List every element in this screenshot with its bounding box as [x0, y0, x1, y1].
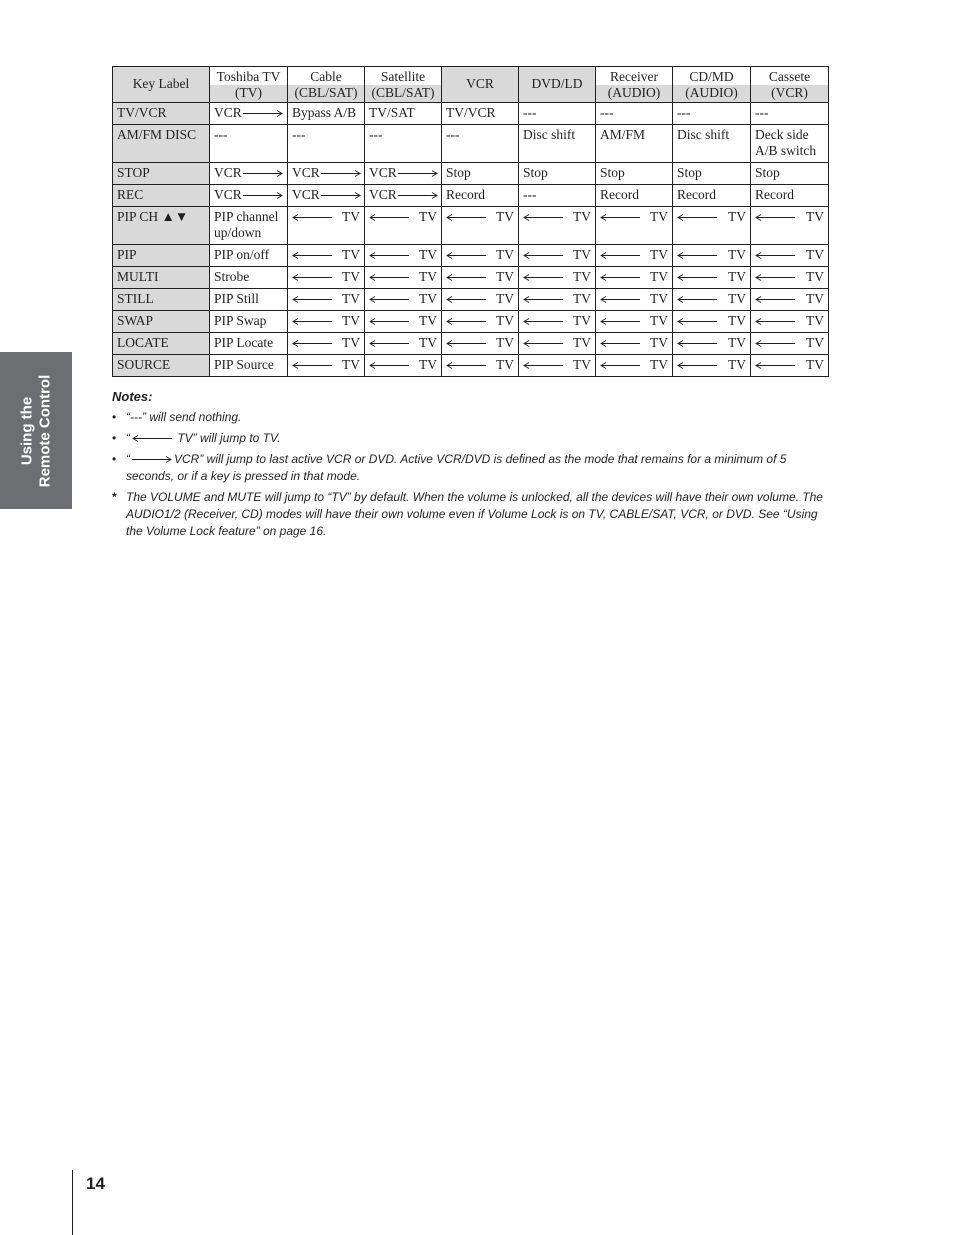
note-text: “: [126, 431, 130, 445]
header-device-column: VCR: [442, 67, 519, 103]
table-cell: [673, 289, 751, 311]
cell-text: TV: [496, 357, 514, 372]
table-cell: [210, 289, 288, 311]
table-cell: [751, 311, 829, 333]
arrow-left-icon: [677, 273, 717, 282]
cell-text: TV: [728, 335, 746, 350]
table-cell: [751, 125, 829, 163]
arrow-left-icon: [523, 251, 563, 260]
cell-text: VCR: [292, 165, 320, 180]
arrow-left-icon: [369, 213, 409, 222]
row-key-label: REC: [113, 185, 210, 207]
note-bullet: •: [112, 431, 117, 445]
arrow-left-icon: [369, 273, 409, 282]
table-cell: [519, 245, 596, 267]
cell-text: ---: [446, 127, 460, 142]
cell-text: TV: [650, 247, 668, 262]
cell-text: TV: [573, 269, 591, 284]
header-key-label: Key Label: [113, 67, 210, 103]
cell-text: TV: [728, 247, 746, 262]
cell-text: AM/FM: [600, 127, 646, 142]
arrow-left-icon: [292, 317, 332, 326]
table-cell: [519, 355, 596, 377]
cell-text: TV: [650, 313, 668, 328]
cell-text: VCR: [369, 187, 397, 202]
cell-text: PIP Swap: [214, 313, 267, 328]
arrow-left-icon: [446, 339, 486, 348]
table-cell: [673, 355, 751, 377]
table-cell: [596, 355, 673, 377]
table-row: [113, 207, 829, 245]
arrow-left-icon: [523, 361, 563, 370]
table-cell: [442, 125, 519, 163]
note-item: [112, 409, 828, 426]
table-cell: [210, 103, 288, 125]
arrow-left-icon: [600, 339, 640, 348]
arrow-left-icon: [755, 213, 795, 222]
cell-text: TV: [573, 291, 591, 306]
cell-text: PIP Still: [214, 291, 259, 306]
table-cell: [210, 125, 288, 163]
table-cell: [365, 311, 442, 333]
cell-text: PIP channel up/down: [214, 209, 279, 240]
cell-text: TV: [419, 291, 437, 306]
arrow-left-icon: [369, 317, 409, 326]
note-item: [112, 430, 828, 447]
note-text: The VOLUME and MUTE will jump to “TV” by default. When the volume is unlocked, all the devices will have their own volume. The AUDIO1/2 (Receiver, CD) modes will have their own volume even if Volume Lock is on TV, CABLE/SAT, VCR, or DVD. See “Using the Volume Lock feature” on page 16.: [126, 490, 823, 538]
notes-title: Notes:: [112, 389, 153, 404]
table-cell: [442, 355, 519, 377]
arrow-right-icon: [243, 191, 283, 200]
arrow-left-icon: [446, 361, 486, 370]
cell-text: TV: [496, 247, 514, 262]
table-cell: [673, 207, 751, 245]
cell-text: VCR: [214, 105, 242, 120]
arrow-left-icon: [523, 295, 563, 304]
table-cell: [596, 267, 673, 289]
table-cell: [442, 289, 519, 311]
cell-text: TV: [419, 313, 437, 328]
cell-text: Record: [446, 187, 485, 202]
note-text: TV” will jump to TV.: [174, 431, 281, 445]
cell-text: VCR: [292, 187, 320, 202]
arrow-left-icon: [677, 361, 717, 370]
table-cell: [751, 185, 829, 207]
cell-text: TV: [728, 291, 746, 306]
table-cell: [288, 355, 365, 377]
cell-text: TV: [728, 209, 746, 224]
table-cell: [519, 185, 596, 207]
cell-text: PIP Source: [214, 357, 274, 372]
table-cell: [210, 185, 288, 207]
arrow-right-icon: [321, 191, 361, 200]
row-key-label: TV/VCR: [113, 103, 210, 125]
table-cell: [365, 125, 442, 163]
arrow-left-icon: [600, 273, 640, 282]
table-cell: [442, 311, 519, 333]
cell-text: Bypass A/B: [292, 105, 357, 120]
table-cell: [751, 245, 829, 267]
arrow-right-icon: [130, 455, 174, 464]
note-text: VCR” will jump to last active VCR or DVD. Active VCR/DVD is defined as the mode that remains for a minimum of 5 seconds, or if a key is pressed in that mode.: [126, 452, 787, 483]
cell-text: Record: [677, 187, 716, 202]
cell-text: TV: [728, 269, 746, 284]
cell-text: TV: [573, 313, 591, 328]
arrow-right-icon: [398, 191, 438, 200]
table-cell: [673, 125, 751, 163]
notes-section: [112, 388, 828, 544]
table-body: [113, 103, 829, 377]
arrow-left-icon: [755, 295, 795, 304]
table-cell: [288, 103, 365, 125]
cell-text: TV: [419, 335, 437, 350]
cell-text: TV: [419, 247, 437, 262]
arrow-left-icon: [600, 251, 640, 260]
table-cell: [210, 311, 288, 333]
table-row: [113, 267, 829, 289]
table-cell: [210, 355, 288, 377]
cell-text: TV: [806, 247, 824, 262]
cell-text: TV: [573, 357, 591, 372]
cell-text: TV: [496, 269, 514, 284]
cell-text: TV: [342, 313, 360, 328]
table-cell: [288, 289, 365, 311]
table-row: [113, 163, 829, 185]
arrow-left-icon: [755, 317, 795, 326]
cell-text: TV: [342, 247, 360, 262]
table-cell: [751, 289, 829, 311]
table-cell: [288, 163, 365, 185]
table-cell: [519, 207, 596, 245]
cell-text: Stop: [677, 165, 702, 180]
cell-text: TV: [342, 335, 360, 350]
notes-list: [112, 409, 828, 540]
note-text: “: [126, 452, 130, 466]
cell-text: TV: [650, 209, 668, 224]
cell-text: TV: [650, 335, 668, 350]
cell-text: TV: [419, 209, 437, 224]
table-cell: [596, 185, 673, 207]
cell-text: TV: [342, 291, 360, 306]
row-key-label: PIP: [113, 245, 210, 267]
table-cell: [751, 163, 829, 185]
cell-text: TV: [806, 291, 824, 306]
header-device-column: Cable (CBL/SAT): [288, 67, 365, 103]
cell-text: Deck side A/B switch: [755, 127, 817, 158]
table-cell: [519, 125, 596, 163]
table-cell: [596, 289, 673, 311]
table-cell: [442, 185, 519, 207]
cell-text: TV: [573, 247, 591, 262]
cell-text: VCR: [214, 187, 242, 202]
table-cell: [519, 103, 596, 125]
table-cell: [751, 267, 829, 289]
table-cell: [210, 245, 288, 267]
row-key-label: SOURCE: [113, 355, 210, 377]
key-function-table: [112, 66, 829, 377]
cell-text: TV: [806, 209, 824, 224]
arrow-left-icon: [677, 317, 717, 326]
table-cell: [442, 207, 519, 245]
cell-text: ---: [523, 187, 537, 202]
table-cell: [442, 245, 519, 267]
table-cell: [751, 333, 829, 355]
cell-text: TV: [806, 335, 824, 350]
table-cell: [288, 207, 365, 245]
row-key-label: LOCATE: [113, 333, 210, 355]
cell-text: TV: [806, 357, 824, 372]
cell-text: TV/VCR: [446, 105, 496, 120]
table-cell: [210, 267, 288, 289]
table-cell: [288, 333, 365, 355]
table-row: [113, 289, 829, 311]
cell-text: TV: [342, 357, 360, 372]
arrow-right-icon: [243, 169, 283, 178]
arrow-left-icon: [369, 361, 409, 370]
arrow-left-icon: [446, 273, 486, 282]
table-cell: [519, 289, 596, 311]
table-cell: [365, 207, 442, 245]
side-tab-label: Using the Remote Control: [18, 374, 53, 487]
table-cell: [365, 289, 442, 311]
header-device-column: Receiver (AUDIO): [596, 67, 673, 103]
table-cell: [519, 333, 596, 355]
cell-text: ---: [214, 127, 228, 142]
table-cell: [596, 333, 673, 355]
cell-text: Stop: [755, 165, 780, 180]
cell-text: ---: [292, 127, 306, 142]
arrow-left-icon: [677, 213, 717, 222]
table-cell: [365, 333, 442, 355]
cell-text: TV: [806, 313, 824, 328]
cell-text: Disc shift: [677, 127, 730, 142]
header-device-column: CD/MD (AUDIO): [673, 67, 751, 103]
cell-text: ---: [677, 105, 691, 120]
cell-text: TV/SAT: [369, 105, 415, 120]
table-row: [113, 355, 829, 377]
table-cell: [751, 355, 829, 377]
table-row: [113, 103, 829, 125]
header-device-column: Cassete (VCR): [751, 67, 829, 103]
row-key-label: STILL: [113, 289, 210, 311]
arrow-right-icon: [321, 169, 361, 178]
cell-text: TV: [496, 209, 514, 224]
table-cell: [365, 163, 442, 185]
arrow-left-icon: [600, 213, 640, 222]
arrow-left-icon: [755, 251, 795, 260]
note-text: “---” will send nothing.: [126, 410, 242, 424]
cell-text: TV: [650, 291, 668, 306]
table-cell: [365, 355, 442, 377]
header-device-column: Satellite (CBL/SAT): [365, 67, 442, 103]
header-device-column: DVD/LD: [519, 67, 596, 103]
table-cell: [365, 267, 442, 289]
row-key-label: STOP: [113, 163, 210, 185]
table-cell: [442, 333, 519, 355]
cell-text: Stop: [446, 165, 471, 180]
table-cell: [673, 103, 751, 125]
arrow-left-icon: [600, 317, 640, 326]
note-bullet: *: [112, 490, 117, 504]
cell-text: TV: [650, 357, 668, 372]
table-cell: [442, 163, 519, 185]
cell-text: ---: [755, 105, 769, 120]
arrow-left-icon: [600, 295, 640, 304]
arrow-left-icon: [523, 317, 563, 326]
cell-text: TV: [573, 209, 591, 224]
table-cell: [365, 103, 442, 125]
arrow-left-icon: [755, 273, 795, 282]
table-cell: [442, 103, 519, 125]
header-device-column: Toshiba TV (TV): [210, 67, 288, 103]
arrow-left-icon: [292, 339, 332, 348]
table-cell: [210, 207, 288, 245]
cell-text: TV: [496, 335, 514, 350]
arrow-left-icon: [677, 295, 717, 304]
cell-text: TV: [496, 313, 514, 328]
table-cell: [519, 163, 596, 185]
row-key-label: SWAP: [113, 311, 210, 333]
table-cell: [751, 207, 829, 245]
table-cell: [673, 311, 751, 333]
cell-text: TV: [806, 269, 824, 284]
arrow-left-icon: [369, 295, 409, 304]
cell-text: Stop: [600, 165, 625, 180]
table-cell: [596, 125, 673, 163]
arrow-left-icon: [446, 251, 486, 260]
table-cell: [365, 245, 442, 267]
note-item: [112, 489, 828, 540]
table-cell: [596, 163, 673, 185]
cell-text: PIP on/off: [214, 247, 270, 262]
cell-text: ---: [600, 105, 614, 120]
cell-text: TV: [419, 269, 437, 284]
arrow-left-icon: [292, 273, 332, 282]
table-cell: [288, 185, 365, 207]
cell-text: ---: [369, 127, 383, 142]
arrow-left-icon: [523, 339, 563, 348]
arrow-left-icon: [292, 251, 332, 260]
table-row: [113, 311, 829, 333]
table-cell: [673, 185, 751, 207]
arrow-left-icon: [292, 361, 332, 370]
arrow-left-icon: [446, 213, 486, 222]
arrow-left-icon: [755, 339, 795, 348]
table-cell: [288, 245, 365, 267]
table-cell: [288, 267, 365, 289]
arrow-right-icon: [398, 169, 438, 178]
table-cell: [210, 333, 288, 355]
arrow-left-icon: [523, 273, 563, 282]
arrow-right-icon: [243, 109, 283, 118]
cell-text: VCR: [214, 165, 242, 180]
table-row: [113, 185, 829, 207]
cell-text: TV: [650, 269, 668, 284]
table-cell: [673, 245, 751, 267]
arrow-left-icon: [523, 213, 563, 222]
arrow-left-icon: [446, 295, 486, 304]
cell-text: TV: [419, 357, 437, 372]
row-key-label: AM/FM DISC: [113, 125, 210, 163]
page-number: 14: [86, 1174, 105, 1193]
cell-text: TV: [573, 335, 591, 350]
row-key-label: MULTI: [113, 267, 210, 289]
table-cell: [596, 245, 673, 267]
cell-text: Record: [600, 187, 639, 202]
cell-text: Record: [755, 187, 794, 202]
table-cell: [519, 267, 596, 289]
note-item: [112, 451, 828, 485]
table-cell: [673, 163, 751, 185]
table-cell: [673, 333, 751, 355]
arrow-left-icon: [677, 251, 717, 260]
table-row: [113, 245, 829, 267]
cell-text: TV: [728, 357, 746, 372]
row-key-label: PIP CH ▲▼: [113, 207, 210, 245]
table-cell: [596, 207, 673, 245]
cell-text: VCR: [369, 165, 397, 180]
arrow-left-icon: [600, 361, 640, 370]
table-cell: [673, 267, 751, 289]
table-header: [113, 67, 829, 103]
table-cell: [288, 311, 365, 333]
arrow-left-icon: [677, 339, 717, 348]
cell-text: TV: [496, 291, 514, 306]
table-row: [113, 125, 829, 163]
section-side-tab: [0, 352, 72, 509]
arrow-left-icon: [130, 434, 174, 443]
cell-text: Disc shift: [523, 127, 576, 142]
table-cell: [365, 185, 442, 207]
arrow-left-icon: [369, 251, 409, 260]
page-rule: [72, 1170, 73, 1235]
table-cell: [519, 311, 596, 333]
table-row: [113, 333, 829, 355]
cell-text: Strobe: [214, 269, 250, 284]
arrow-left-icon: [755, 361, 795, 370]
table-cell: [596, 311, 673, 333]
table-cell: [596, 103, 673, 125]
cell-text: TV: [728, 313, 746, 328]
table-cell: [442, 267, 519, 289]
arrow-left-icon: [292, 295, 332, 304]
cell-text: PIP Locate: [214, 335, 274, 350]
arrow-left-icon: [369, 339, 409, 348]
cell-text: Stop: [523, 165, 548, 180]
cell-text: ---: [523, 105, 537, 120]
table-cell: [751, 103, 829, 125]
cell-text: TV: [342, 269, 360, 284]
table-cell: [210, 163, 288, 185]
note-bullet: •: [112, 452, 117, 466]
table-cell: [288, 125, 365, 163]
arrow-left-icon: [292, 213, 332, 222]
note-bullet: •: [112, 410, 117, 424]
arrow-left-icon: [446, 317, 486, 326]
cell-text: TV: [342, 209, 360, 224]
